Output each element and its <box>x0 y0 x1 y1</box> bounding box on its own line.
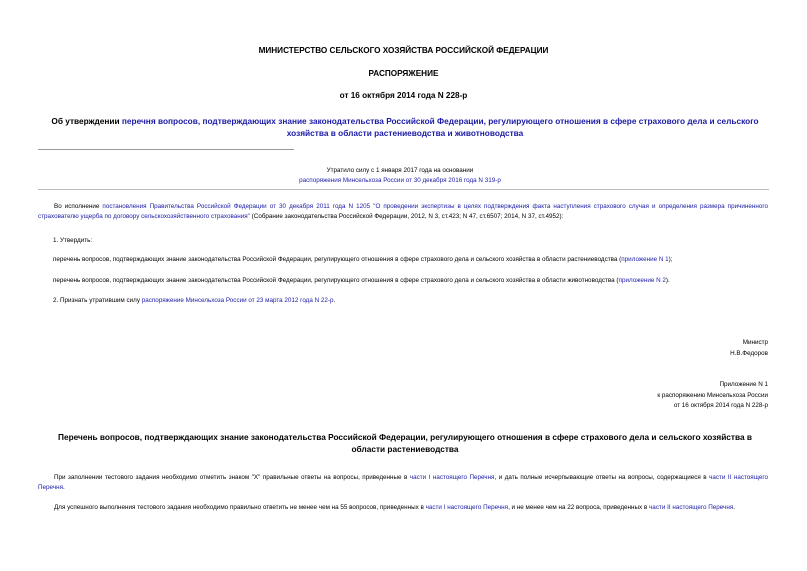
appendix-header <box>560 380 768 412</box>
list-1-end: ); <box>668 256 673 263</box>
list-2-paragraph <box>53 276 768 286</box>
appendix-line-3: от 16 октября 2014 года N 228-р <box>673 402 768 409</box>
list-title: Перечень вопросов, подтверждающих знание законодательства Российской Федерации, регулирующего отношения в сфере страхового дела и сельского хозяйства в области растениеводства <box>58 432 752 454</box>
doc-type-heading: РАСПОРЯЖЕНИЕ <box>368 69 439 78</box>
part-2-link-2[interactable]: части II настоящего Перечня <box>649 504 734 511</box>
repealed-order-link[interactable]: распоряжение Минсельхоза России от 23 марта 2012 года N 22-р <box>141 297 334 304</box>
status-line: Утратило силу с 1 января 2017 года на основании <box>326 167 474 174</box>
part-1-link-2[interactable]: части I настоящего Перечня <box>425 504 509 511</box>
document-title <box>50 115 760 139</box>
doc-date-heading: от 16 октября 2014 года N 228-р <box>339 91 468 100</box>
preamble-prefix: Во исполнение <box>54 203 103 210</box>
q1-text-a: При заполнении тестового задания необходимо отметить знаком "X" правильные ответы на вопросы, приведенные в <box>54 474 410 481</box>
title-prefix: Об утверждении <box>51 116 122 126</box>
list-1-paragraph <box>53 255 768 265</box>
item-1-paragraph: 1. Утвердить: <box>53 237 93 244</box>
q1-text-c: . <box>63 484 65 491</box>
title-link[interactable]: перечня вопросов, подтверждающих знание законодательства Российской Федерации, регулирующего отношения в сфере страхового дела и сельского хозяйства в области растениеводства и животноводства <box>121 116 759 138</box>
ministry-heading: МИНИСТЕРСТВО СЕЛЬСКОГО ХОЗЯЙСТВА РОССИЙСКОЙ ФЕДЕРАЦИИ <box>258 46 549 55</box>
preamble-suffix: (Собрание законодательства Российской Федерации, 2012, N 3, ст.423; N 47, ст.6507; 2014, N 37, ст.4952): <box>249 213 564 220</box>
list-2-text: перечень вопросов, подтверждающих знание законодательства Российской Федерации, регулирующего отношения в сфере страхового дела и сельского хозяйства в области животноводства ( <box>53 277 619 284</box>
q2-text-b: , и не менее чем на 22 вопроса, приведенных в <box>508 504 650 511</box>
item-2-end: . <box>333 297 336 304</box>
decree-link[interactable]: постановления Правительства Российской Федерации от 30 декабря 2011 года N 1205 "О проведении экспертизы в целях подтверждения факта наступления страхового случая и определения размера причиненного страхователю ущерба по договору сельскохозяйственного страхования" <box>38 203 768 220</box>
appendix-2-link[interactable]: приложение N 2 <box>618 277 666 284</box>
item-2-paragraph <box>53 296 768 306</box>
preamble-paragraph <box>38 202 768 222</box>
signature-position: Министр <box>742 339 768 346</box>
part-2-link[interactable]: части II настоящего Перечня <box>38 474 768 491</box>
list-2-end: ). <box>665 277 670 284</box>
instructions-paragraph-1 <box>38 473 768 493</box>
signature-block <box>600 337 768 359</box>
appendix-line-2: к распоряжению Минсельхоза России <box>657 391 768 399</box>
appendix-1-link[interactable]: приложение N 1 <box>621 256 669 263</box>
list-1-text: перечень вопросов, подтверждающих знание законодательства Российской Федерации, регулирующего отношения в сфере страхового дела и сельского хозяйства в области растениеводства ( <box>53 256 622 263</box>
q2-text-c: . <box>733 504 735 511</box>
appendix-line-1: Приложение N 1 <box>719 381 768 388</box>
q1-text-b: , и дать полные исчерпывающие ответы на вопросы, содержащиеся в <box>494 474 710 481</box>
divider-long <box>38 189 769 190</box>
status-link[interactable]: распоряжения Минсельхоза России от 30 декабря 2016 года N 319-р <box>299 177 501 184</box>
item-2-text: 2. Признать утратившим силу <box>53 297 142 304</box>
divider-short <box>38 149 294 150</box>
q2-text-a: Для успешного выполнения тестового задания необходимо правильно ответить не менее чем на 55 вопросов, приведенных в <box>54 504 426 511</box>
part-1-link[interactable]: части I настоящего Перечня <box>409 474 495 481</box>
status-note <box>200 166 600 186</box>
signature-name: Н.В.Федоров <box>730 350 768 357</box>
instructions-paragraph-2 <box>38 503 768 513</box>
